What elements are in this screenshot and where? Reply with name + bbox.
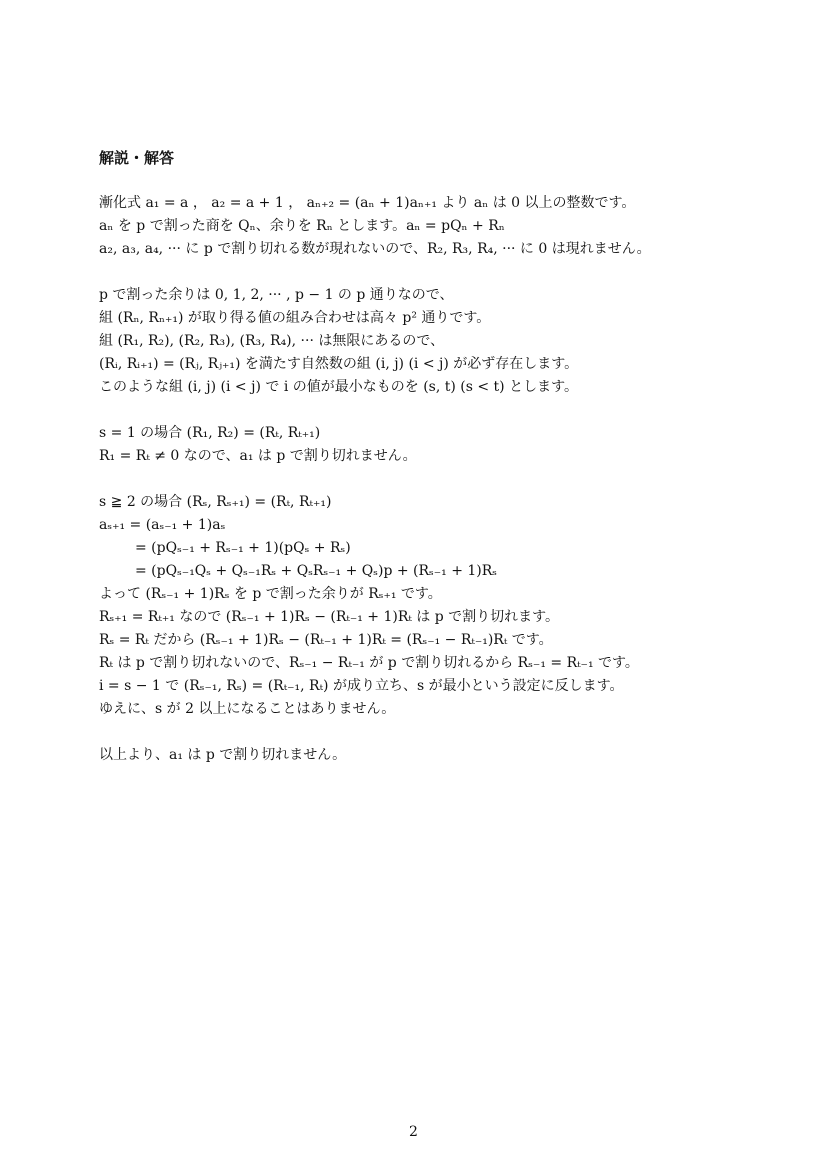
spacer xyxy=(99,169,739,192)
paragraph-conclusion xyxy=(99,744,739,767)
paragraph-case-s2 xyxy=(99,491,739,721)
text-line: R₁ = Rₜ ≠ 0 なので、a₁ は p で割り切れません。 xyxy=(99,448,417,464)
text-line: a₂, a₃, a₄, ··· に p で割り切れる数が現れないので、R₂, R₃, R₄, ··· に 0 は現れません。 xyxy=(99,241,651,257)
paragraph-case-s1 xyxy=(99,422,739,468)
text-line: Rₜ は p で割り切れないので、Rₛ₋₁ − Rₜ₋₁ が p で割り切れるから Rₛ₋₁ = Rₜ₋₁ です。 xyxy=(99,655,639,671)
text-line: p で割った余りは 0, 1, 2, ··· , p − 1 の p 通りなので、 xyxy=(99,287,454,303)
text-line: このような組 (i, j) (i < j) で i の値が最小なものを (s, t) (s < t) とします。 xyxy=(99,379,578,395)
text-line: s ≧ 2 の場合 (Rₛ, Rₛ₊₁) = (Rₜ, Rₜ₊₁) xyxy=(99,494,332,510)
text-line: = (pQₛ₋₁Qₛ + Qₛ₋₁Rₛ + QₛRₛ₋₁ + Qₛ)p + (Rₛ₋₁ + 1)Rₛ xyxy=(135,563,498,579)
spacer xyxy=(99,399,739,422)
text-line: ゆえに、s が 2 以上になることはありません。 xyxy=(99,701,396,717)
text-line: aₙ を p で割った商を Qₙ、余りを Rₙ とします。aₙ = pQₙ + Rₙ xyxy=(99,218,505,234)
text-line: 組 (R₁, R₂), (R₂, R₃), (R₃, R₄), ··· は無限にあるので、 xyxy=(99,333,445,349)
text-line: 以上より、a₁ は p で割り切れません。 xyxy=(99,747,347,763)
section-title: 解説・解答 xyxy=(99,149,175,167)
text-line: Rₛ = Rₜ だから (Rₛ₋₁ + 1)Rₛ − (Rₜ₋₁ + 1)Rₜ = (Rₛ₋₁ − Rₜ₋₁)Rₜ です。 xyxy=(99,632,553,648)
spacer xyxy=(99,261,739,284)
page-number: 2 xyxy=(409,1124,418,1140)
text-line: Rₛ₊₁ = Rₜ₊₁ なので (Rₛ₋₁ + 1)Rₛ − (Rₜ₋₁ + 1)Rₜ は p で割り切れます。 xyxy=(99,609,560,625)
text-line: (Rᵢ, Rᵢ₊₁) = (Rⱼ, Rⱼ₊₁) を満たす自然数の組 (i, j) (i < j) が必ず存在します。 xyxy=(99,356,579,372)
spacer xyxy=(99,468,739,491)
paragraph-recurrence xyxy=(99,192,739,261)
text-line: 組 (Rₙ, Rₙ₊₁) が取り得る値の組み合わせは高々 p² 通りです。 xyxy=(99,310,491,326)
paragraph-pigeonhole xyxy=(99,284,739,399)
text-line: i = s − 1 で (Rₛ₋₁, Rₛ) = (Rₜ₋₁, Rₜ) が成り立ち、s が最小という設定に反します。 xyxy=(99,678,624,694)
text-line: 漸化式 a₁ = a ， a₂ = a + 1 ， aₙ₊₂ = (aₙ + 1)aₙ₊₁ より aₙ は 0 以上の整数です。 xyxy=(99,195,636,211)
text-line: = (pQₛ₋₁ + Rₛ₋₁ + 1)(pQₛ + Rₛ) xyxy=(135,540,351,556)
spacer xyxy=(99,721,739,744)
solution-body xyxy=(99,147,739,767)
text-line: s = 1 の場合 (R₁, R₂) = (Rₜ, Rₜ₊₁) xyxy=(99,425,321,441)
text-line: aₛ₊₁ = (aₛ₋₁ + 1)aₛ xyxy=(99,517,226,533)
text-line: よって (Rₛ₋₁ + 1)Rₛ を p で割った余りが Rₛ₊₁ です。 xyxy=(99,586,442,602)
